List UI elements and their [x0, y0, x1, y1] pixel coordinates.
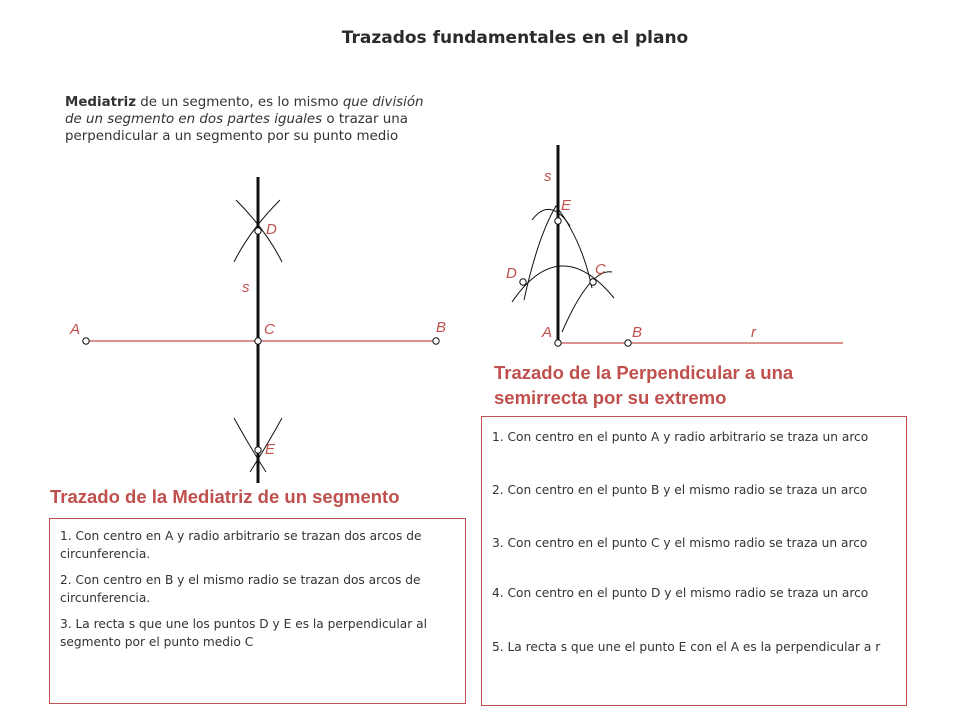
label-a: A [70, 321, 81, 338]
intro-plain-2: o trazar una perpendicular a un segmento por su punto medio [65, 112, 408, 144]
label-d: D [266, 221, 277, 238]
mediatriz-step: 1. Con centro en A y radio arbitrario se trazan dos arcos de circunferencia. [60, 529, 422, 561]
point-c [255, 338, 261, 344]
label-c: C [595, 261, 606, 278]
label-e: E [265, 441, 276, 458]
label-b: B [632, 324, 643, 341]
label-c: C [264, 321, 275, 338]
label-r: r [751, 324, 756, 341]
perpendicular-heading: Trazado de la Perpendicular a una semirrecta por su extremo [494, 362, 794, 408]
intro-bold: Mediatriz [65, 95, 137, 110]
arc-center-b [562, 272, 612, 332]
perpendicular-steps-box [481, 416, 907, 706]
mediatriz-step: 3. La recta s que une los puntos D y E es la perpendicular al segmento por el punto medio C [60, 617, 427, 649]
intro-italic: que división de un segmento en dos partes iguales [65, 95, 424, 127]
mediatriz-heading: Trazado de la Mediatriz de un segmento [50, 486, 400, 507]
intro-plain-1: de un segmento, es lo mismo [136, 95, 343, 110]
label-b: B [436, 319, 447, 336]
arc-a-lower [234, 418, 266, 472]
label-s: s [544, 168, 552, 185]
label-e: E [561, 197, 572, 214]
point-a [555, 340, 561, 346]
perpendicular-step: 4. Con centro en el punto D y el mismo radio se traza un arco [492, 586, 869, 600]
point-b [625, 340, 631, 346]
perpendicular-step: 5. La recta s que une el punto E con el A es la perpendicular a r [492, 640, 881, 654]
page-title: Trazados fundamentales en el plano [341, 28, 689, 48]
point-c [590, 279, 596, 285]
point-e [555, 218, 561, 224]
point-d [520, 279, 526, 285]
point-a [83, 338, 89, 344]
perpendicular-step: 1. Con centro en el punto A y radio arbitrario se traza un arco [492, 430, 869, 444]
perpendicular-step: 3. Con centro en el punto C y el mismo radio se traza un arco [492, 536, 868, 550]
perpendicular-step: 2. Con centro en el punto B y el mismo radio se traza un arco [492, 483, 868, 497]
mediatriz-diagram [69, 177, 446, 483]
mediatriz-step: 2. Con centro en B y el mismo radio se trazan dos arcos de circunferencia. [60, 573, 421, 605]
point-b [433, 338, 439, 344]
perpendicular-diagram [506, 145, 843, 346]
point-e [255, 447, 261, 453]
label-s: s [242, 279, 250, 296]
mediatriz-steps-box [49, 518, 466, 704]
label-a: A [542, 324, 553, 341]
point-d [255, 228, 261, 234]
label-d: D [506, 265, 517, 282]
